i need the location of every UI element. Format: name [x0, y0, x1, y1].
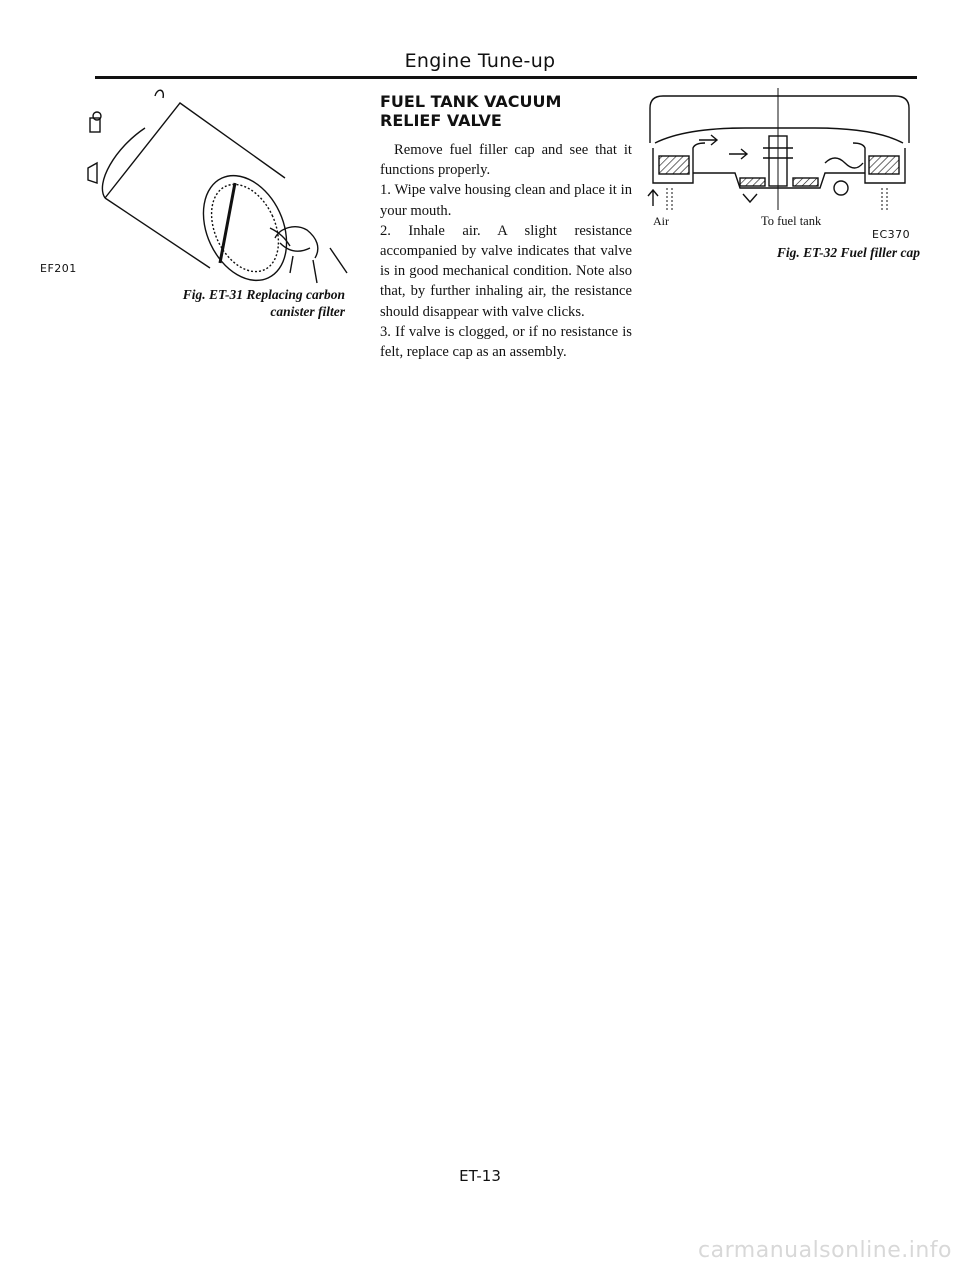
paragraph-step-2: 2. Inhale air. A slight resistance accompanied by valve indicates that valve is in good mechanical condition. Note also that, by further inhaling air, the resistance should disappear with valve clicks.: [380, 222, 632, 320]
label-to-fuel-tank: To fuel tank: [761, 214, 822, 228]
figure-caption-et32: Fig. ET-32 Fuel filler cap: [776, 245, 920, 260]
paragraph-step-1: 1. Wipe valve housing clean and place it in your mouth.: [380, 182, 632, 219]
paragraph-step-3: 3. If valve is clogged, or if no resistance is felt, replace cap as an assembly.: [380, 323, 632, 361]
header-rule: [95, 76, 917, 79]
label-air: Air: [653, 214, 669, 228]
carbon-canister-illustration: [85, 88, 355, 288]
watermark: carmanualsonline.info: [698, 1238, 952, 1263]
heading-line: RELIEF VALVE: [380, 111, 502, 130]
page-number: ET-13: [459, 1167, 501, 1185]
fuel-filler-cap-diagram: [645, 88, 925, 218]
section-heading: [380, 92, 620, 130]
caption-line: canister filter: [270, 304, 345, 319]
figure-caption-et31: [150, 286, 345, 320]
section-body: [380, 140, 632, 362]
page-header-title: Engine Tune-up: [404, 50, 556, 72]
paragraph-intro: Remove fuel filler cap and see that it functions properly.: [380, 142, 632, 179]
heading-line: FUEL TANK VACUUM: [380, 92, 562, 111]
caption-line: Fig. ET-31 Replacing carbon: [182, 287, 345, 302]
figure-code-ec370: EC370: [872, 228, 911, 241]
figure-code-ef201: EF201: [40, 262, 77, 275]
